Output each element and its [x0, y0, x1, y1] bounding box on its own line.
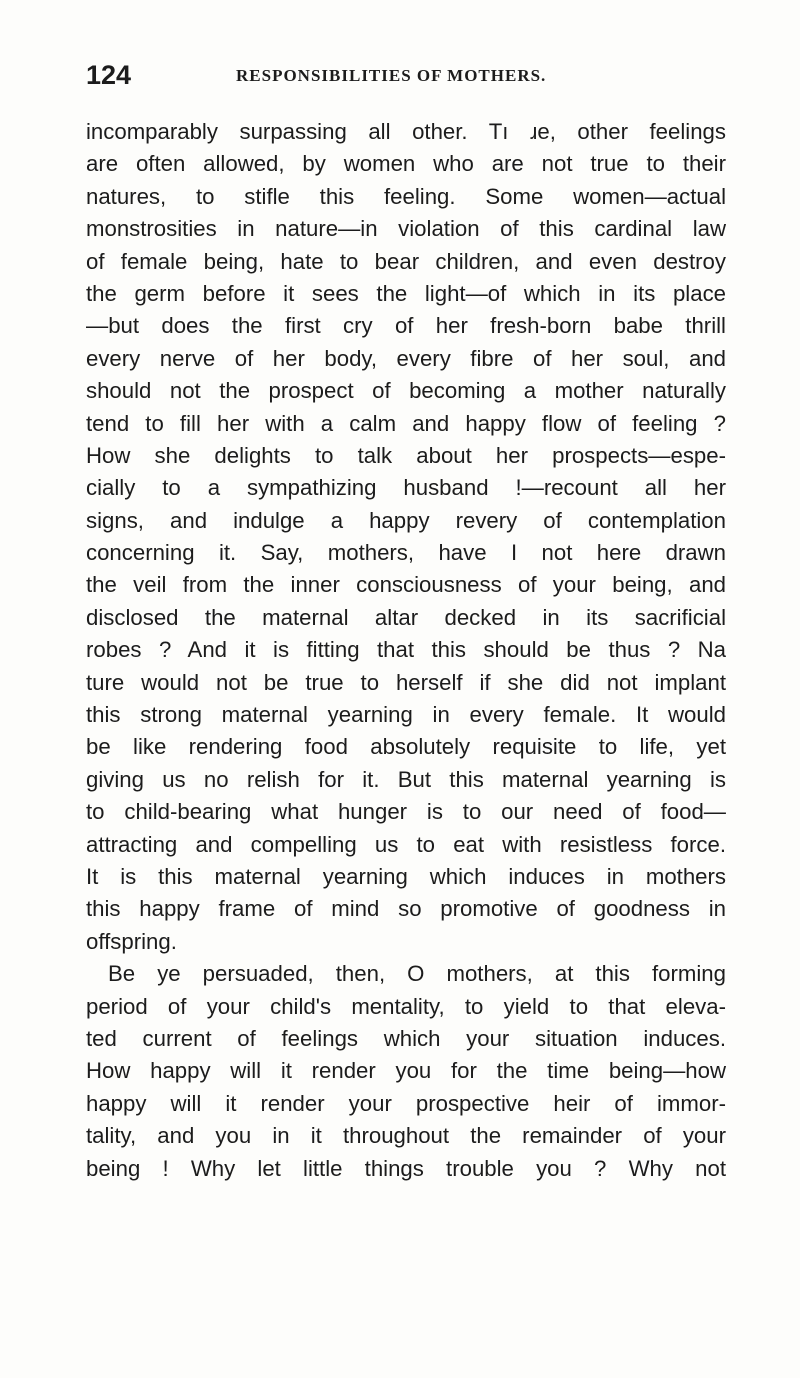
text-line: giving us no relish for it. But this maternal yearning is — [86, 766, 726, 792]
text-line: ted current of feelings which your situation induces. — [86, 1025, 726, 1051]
text-line: should not the prospect of becoming a mother naturally — [86, 378, 726, 404]
text-line: cially to a sympathizing husband !—recount all her — [86, 475, 726, 501]
text-line: It is this maternal yearning which induces in mothers — [86, 863, 726, 889]
text-line: How she delights to talk about her prospects—espe- — [86, 442, 726, 468]
text-line: happy will it render your prospective heir of immor- — [86, 1090, 726, 1116]
text-line: the germ before it sees the light—of which in its place — [86, 280, 726, 306]
text-line: the veil from the inner consciousness of your being, and — [86, 572, 726, 598]
text-line: tend to fill her with a calm and happy flow of feeling ? — [86, 410, 726, 436]
text-line: are often allowed, by women who are not true to their — [86, 151, 726, 177]
page-number: 124 — [86, 60, 132, 90]
text-line: of female being, hate to bear children, and even destroy — [86, 248, 726, 274]
text-line: disclosed the maternal altar decked in its sacrificial — [86, 604, 726, 630]
text-line: monstrosities in nature—in violation of this cardinal law — [86, 216, 726, 242]
body-text — [86, 116, 726, 1185]
text-line: being ! Why let little things trouble you ? Why not — [86, 1155, 726, 1181]
text-line: How happy will it render you for the time being—how — [86, 1058, 726, 1084]
text-line: this strong maternal yearning in every female. It would — [86, 702, 726, 728]
text-line: attracting and compelling us to eat with resistless force. — [86, 831, 726, 857]
text-line: incomparably surpassing all other. Tı ɹe, other feelings — [86, 119, 726, 144]
text-line: —but does the first cry of her fresh-born babe thrill — [86, 313, 726, 339]
text-line: period of your child's mentality, to yield to that eleva- — [86, 993, 726, 1019]
text-line: tality, and you in it throughout the remainder of your — [86, 1123, 726, 1149]
text-line: concerning it. Say, mothers, have I not here drawn — [86, 540, 726, 566]
text-line: natures, to stifle this feeling. Some women—actual — [86, 183, 726, 209]
text-line: robes ? And it is fitting that this should be thus ? Na — [86, 637, 726, 663]
text-line: every nerve of her body, every fibre of her soul, and — [86, 345, 726, 371]
text-line: signs, and indulge a happy revery of contemplation — [86, 507, 726, 533]
text-line: this happy frame of mind so promotive of goodness in — [86, 896, 726, 922]
text-line: to child-bearing what hunger is to our need of food— — [86, 799, 726, 825]
page-header — [86, 60, 726, 94]
text-line: ture would not be true to herself if she did not implant — [86, 669, 726, 695]
running-head: RESPONSIBILITIES OF MOTHERS. — [236, 66, 547, 85]
text-line: be like rendering food absolutely requisite to life, yet — [86, 734, 726, 760]
text-line: Be ye persuaded, then, O mothers, at this forming — [108, 961, 726, 987]
text-line: offspring. — [86, 928, 177, 954]
